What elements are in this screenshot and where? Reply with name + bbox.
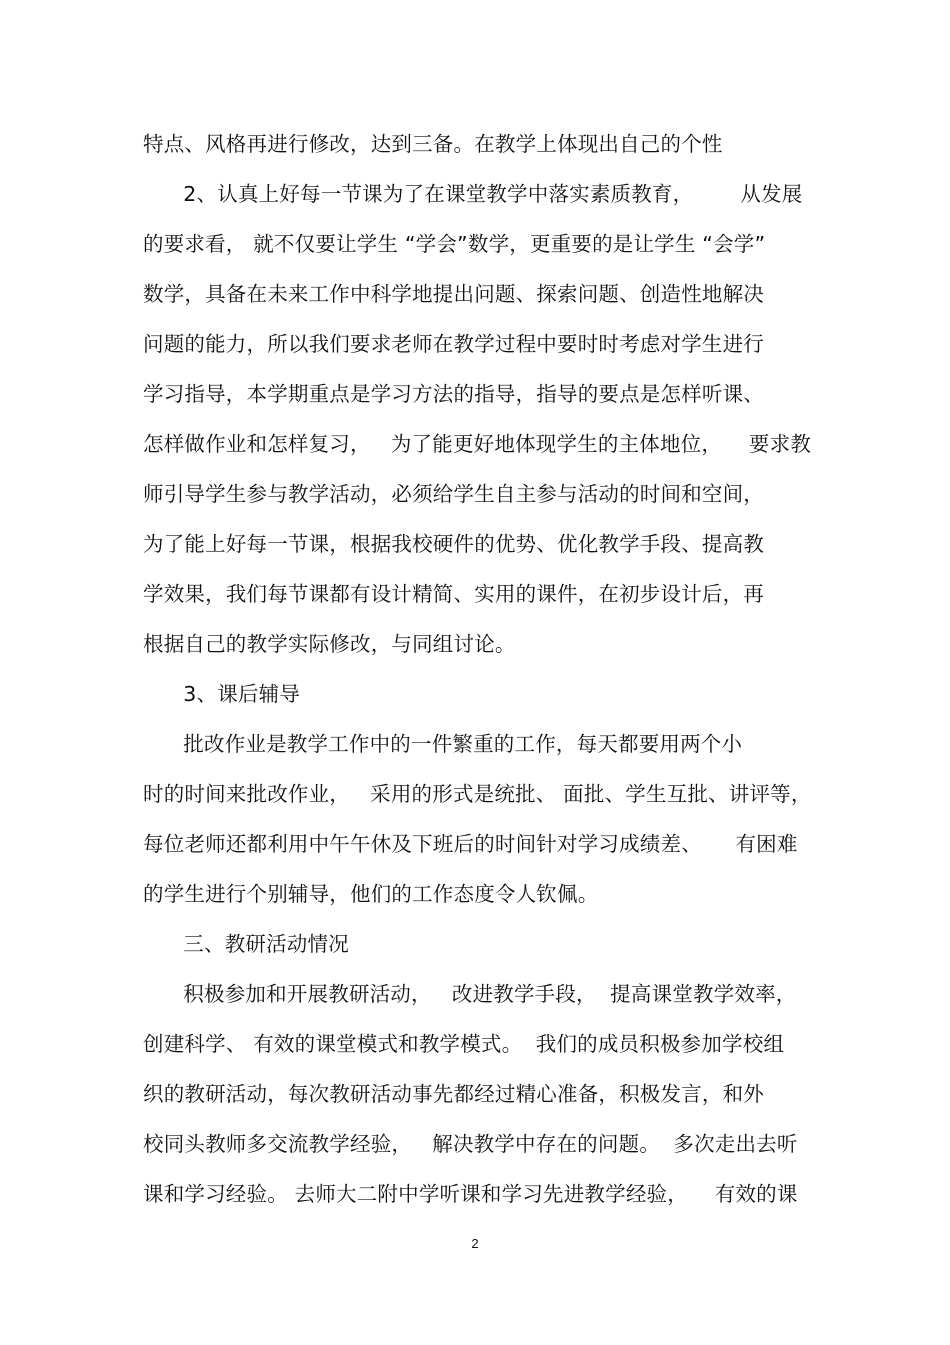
text-line: 学习指导，本学期重点是学习方法的指导，指导的要点是怎样听课、 bbox=[143, 382, 764, 406]
text-line: 特点、风格再进行修改，达到三备。在教学上体现出自己的个性 bbox=[143, 132, 723, 156]
section-heading: 3、课后辅导 bbox=[143, 682, 301, 706]
text-line: 问题的能力，所以我们要求老师在教学过程中要时时考虑对学生进行 bbox=[143, 332, 764, 356]
text-line: 每位老师还都利用中午午休及下班后的时间针对学习成绩差、 有困难 bbox=[143, 832, 798, 856]
text-line: 织的教研活动，每次教研活动事先都经过精心准备，积极发言，和外 bbox=[143, 1082, 764, 1106]
text-line: 根据自己的教学实际修改，与同组讨论。 bbox=[143, 632, 516, 656]
text-line: 为了能上好每一节课，根据我校硬件的优势、优化教学手段、提高教 bbox=[143, 532, 764, 556]
text-line: 课和学习经验。 去师大二附中学听课和学习先进教学经验， 有效的课 bbox=[143, 1182, 798, 1206]
text-line: 怎样做作业和怎样复习， 为了能更好地体现学生的主体地位， 要求教 bbox=[143, 432, 812, 456]
text-line: 创建科学、 有效的课堂模式和教学模式。 我们的成员积极参加学校组 bbox=[143, 1032, 785, 1056]
text-line: 学效果，我们每节课都有设计精简、实用的课件，在初步设计后，再 bbox=[143, 582, 764, 606]
text-line: 的学生进行个别辅导，他们的工作态度令人钦佩。 bbox=[143, 882, 599, 906]
section-heading: 三、教研活动情况 bbox=[143, 932, 349, 956]
text-line: 校同头教师多交流教学经验， 解决教学中存在的问题。 多次走出去听 bbox=[143, 1132, 798, 1156]
text-line: 师引导学生参与教学活动，必须给学生自主参与活动的时间和空间， bbox=[143, 482, 764, 506]
page-number: 2 bbox=[471, 1236, 479, 1251]
text-line: 批改作业是教学工作中的一件繁重的工作，每天都要用两个小 bbox=[143, 732, 743, 756]
text-line: 时的时间来批改作业， 采用的形式是统批、 面批、学生互批、讲评等， bbox=[143, 782, 812, 806]
text-line: 2、认真上好每一节课为了在课堂教学中落实素质教育， 从发展 bbox=[143, 182, 803, 206]
text-line: 数学，具备在未来工作中科学地提出问题、探索问题、创造性地解决 bbox=[143, 282, 764, 306]
text-line: 积极参加和开展教研活动， 改进教学手段， 提高课堂教学效率， bbox=[143, 982, 797, 1006]
text-line: 的要求看， 就不仅要让学生 “学会”数学，更重要的是让学生 “会学” bbox=[143, 232, 766, 256]
